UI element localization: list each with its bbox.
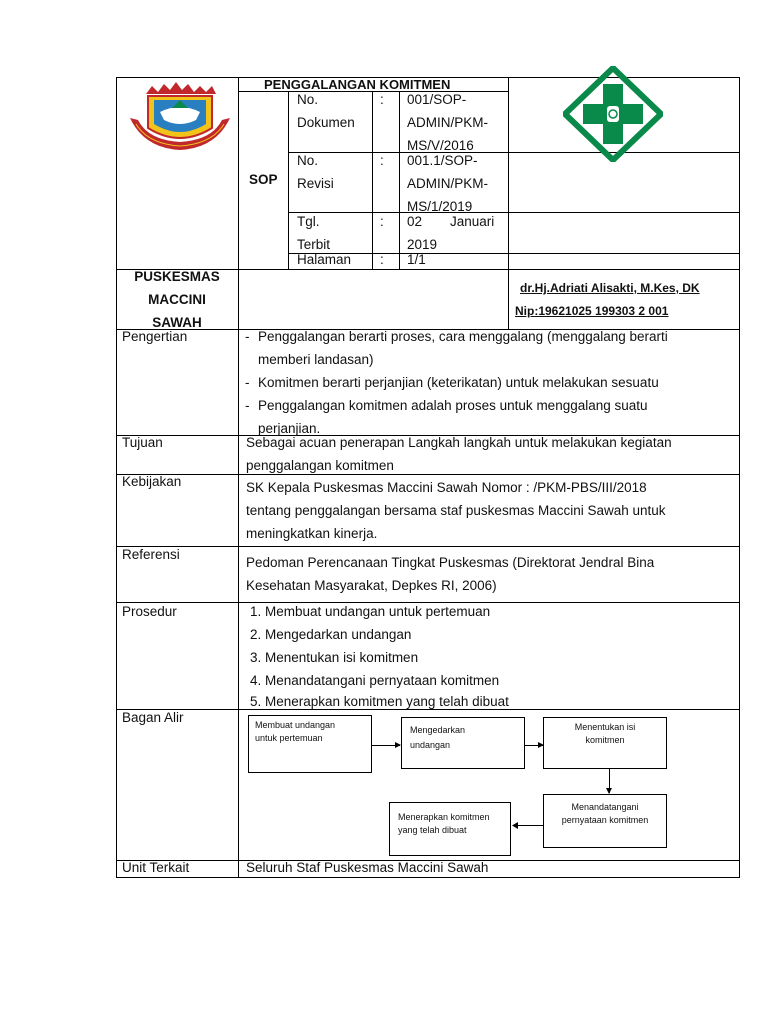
tgl-label-2: Terbit <box>297 237 331 252</box>
health-cross-logo <box>563 66 663 162</box>
org-name-2: MACCINI <box>148 292 206 307</box>
flow-box-5-line-1: Menerapkan komitmen <box>398 812 490 822</box>
flow-box-2 <box>401 717 525 769</box>
referensi-label: Referensi <box>122 547 180 562</box>
flow-box-3 <box>543 717 667 769</box>
no-dokumen-label-2: Dokumen <box>297 115 355 130</box>
pengertian-item-1: Penggalangan berarti proses, cara menggalang (menggalang berarti <box>258 329 668 344</box>
unit-value: Seluruh Staf Puskesmas Maccini Sawah <box>246 860 489 875</box>
prosedur-label: Prosedur <box>122 604 177 619</box>
pengertian-label: Pengertian <box>122 329 188 344</box>
sop-label: SOP <box>249 172 278 187</box>
colon: : <box>380 92 384 107</box>
signer-name: dr.Hj.Adriati Alisakti, M.Kes, DK <box>520 281 700 295</box>
bullet: - <box>245 329 250 344</box>
city-emblem-logo <box>126 78 234 156</box>
flow-arrow-left <box>512 816 543 823</box>
no-revisi-label-2: Revisi <box>297 176 334 191</box>
flow-box-3-line-1: Menentukan isi <box>574 722 636 732</box>
prosedur-step-4: 4. Menandatangani pernyataan komitmen <box>250 673 500 688</box>
colon: : <box>380 153 384 168</box>
signer-nip: Nip:19621025 199303 2 001 <box>515 304 669 318</box>
prosedur-step-5: 5. Menerapkan komitmen yang telah dibuat <box>250 694 509 709</box>
tgl-label-1: Tgl. <box>297 214 320 229</box>
kebijakan-line-1: SK Kepala Puskesmas Maccini Sawah Nomor : /PKM-PBS/III/2018 <box>246 480 647 495</box>
halaman-label: Halaman <box>297 252 352 267</box>
flow-box-4-line-1: Menandatangani <box>571 802 639 812</box>
kebijakan-label: Kebijakan <box>122 474 182 489</box>
prosedur-step-2: 2. Mengedarkan undangan <box>250 627 412 642</box>
flow-arrow <box>525 745 543 746</box>
flow-box-3-line-2: komitmen <box>585 735 625 745</box>
org-name-1: PUSKESMAS <box>134 269 220 284</box>
no-revisi-value-2: ADMIN/PKM- <box>407 176 488 191</box>
flow-box-2-line-1: Mengedarkan <box>410 725 466 735</box>
kebijakan-line-2: tentang penggalangan bersama staf puskesmas Maccini Sawah untuk <box>246 503 666 518</box>
tgl-value-month: Januari <box>450 214 495 229</box>
flow-box-1-line-1: Membuat undangan <box>255 720 336 730</box>
prosedur-step-1: 1. Membuat undangan untuk pertemuan <box>250 604 491 619</box>
no-dokumen-value-3: MS/V/2016 <box>407 138 474 153</box>
flow-box-4 <box>543 794 667 848</box>
prosedur-step-3: 3. Menentukan isi komitmen <box>250 650 419 665</box>
flow-arrow-down <box>609 769 610 793</box>
flow-box-4-line-2: pernyataan komitmen <box>561 815 649 825</box>
flow-box-2-line-2: undangan <box>410 740 451 750</box>
tujuan-line-1: Sebagai acuan penerapan Langkah langkah untuk melakukan kegiatan <box>246 435 672 450</box>
bullet: - <box>245 398 250 413</box>
flow-box-5-line-2: yang telah dibuat <box>398 825 467 835</box>
pengertian-item-2: Komitmen berarti perjanjian (keterikatan) untuk melakukan sesuatu <box>258 375 659 390</box>
no-dokumen-value-2: ADMIN/PKM- <box>407 115 488 130</box>
no-revisi-value-1: 001.1/SOP- <box>407 153 478 168</box>
colon: : <box>380 252 384 267</box>
flow-box-5 <box>389 802 511 856</box>
pengertian-item-3: Penggalangan komitmen adalah proses untuk menggalang suatu <box>258 398 648 413</box>
referensi-line-2: Kesehatan Masyarakat, Depkes RI, 2006) <box>246 578 497 593</box>
no-dokumen-label-1: No. <box>297 92 319 107</box>
tgl-value-year: 2019 <box>407 237 438 252</box>
bagan-label: Bagan Alir <box>122 710 184 725</box>
flow-box-1 <box>248 715 372 773</box>
unit-label: Unit Terkait <box>122 860 190 875</box>
no-revisi-value-3: MS/1/2019 <box>407 199 473 214</box>
document-title: PENGGALANGAN KOMITMEN <box>264 77 451 92</box>
colon: : <box>380 214 384 229</box>
no-dokumen-value-1: 001/SOP- <box>407 92 467 107</box>
pengertian-item-3b: perjanjian. <box>258 421 321 436</box>
referensi-line-1: Pedoman Perencanaan Tingkat Puskesmas (Direktorat Jendral Bina <box>246 555 655 570</box>
org-name-3: SAWAH <box>152 315 202 330</box>
flow-box-1-line-2: untuk pertemuan <box>255 733 323 743</box>
pengertian-item-1b: memberi landasan) <box>258 352 374 367</box>
bullet: - <box>245 375 250 390</box>
tujuan-line-2: penggalangan komitmen <box>246 458 394 473</box>
no-revisi-label-1: No. <box>297 153 319 168</box>
tujuan-label: Tujuan <box>122 435 163 450</box>
kebijakan-line-3: meningkatkan kinerja. <box>246 526 378 541</box>
halaman-value: 1/1 <box>407 252 426 267</box>
flow-arrow <box>372 745 400 746</box>
tgl-value-day: 02 <box>407 214 423 229</box>
